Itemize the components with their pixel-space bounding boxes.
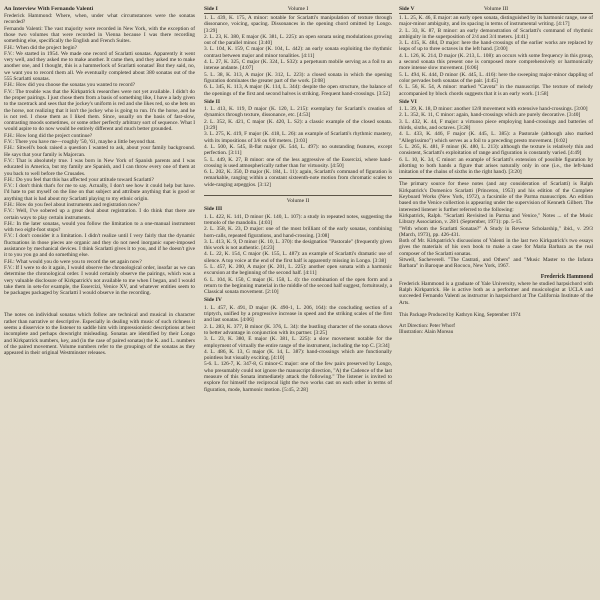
source-paragraph: Sitwell, Sacheverell. "The Castrati, and Others" and "Music Master to the Infanta Barbara" in Baroque and Rococo, New York, 1967. — [399, 256, 593, 270]
volume-1-header — [204, 6, 392, 14]
interview-paragraph: F.H.: How did you choose the sonatas you wanted to record? — [4, 82, 136, 89]
sonata-entry: 1. L. 25, K. 46, E major: an early open sonata, distinguished by its harmonic range, use of major-minor ambiguity, and its spacing in terms of instrumental writing. [4:17] — [399, 15, 593, 28]
volumes-column-2 — [399, 6, 593, 335]
sonata-entry: 2. L. 352, K. 421, C major (K. 420, L. S2): a classic example of the closed sonata. [3:29] — [204, 118, 392, 132]
interview-paragraph: F.V.: I don't think that's for me to say. Actually, I don't see how it could help but have. I'd hate to put myself on the line on that subject and attribute anything that is good or anything that is bad about my Scarlatti playing to my ethnic origin. — [4, 183, 195, 202]
sonata-entry: 2. L. 352, K. 11, C minor: again, hand-crossings which are purely decorative. [3:40] — [399, 112, 581, 119]
sonata-entry: 6. L. 202, K. 350, D major (K. 184, L. 11): again, Scarlatti's command of figuration is remarkable, ranging within a constant sixteenth-note motion from chromatic scales to wide-ranging arpeggios. [3:12] — [204, 169, 392, 188]
interview-paragraph: F.V.: If I were to do it again, I would observe the chronological order, insofar as we can determine the chronological order. I would certainly observe the pairings, which was a very valuable disclosure of Kirkpatrick's not available to me when I began, and I would take them in sets-for example, the Essercizi, Venice XV, and whatever entities seem to be packages packaged by Scarlatti I would observe in the recording. — [4, 264, 195, 297]
interview-paragraph: F.H.: What would you do were you to record the set again now? — [4, 258, 142, 265]
sources-section — [399, 181, 593, 269]
interview-paragraph: F.H.: When did the project begin? — [4, 44, 77, 51]
side-4-label: Side IV — [204, 297, 222, 304]
source-paragraph: "With whom the Scarlatti Sonatas?" A Study in Reverse Scholarship," ibid., v. 29/3 (March, 1973), pp. 426-431. — [399, 225, 593, 238]
sonata-entry: 1. L. 413, K. 119, D major (K. 120, L. 215): exemplary for Scarlatti's creation of dynamics through texture, dissonance, etc. [4:53] — [204, 106, 392, 119]
sonata-entry: 6. L. 10, K. 34, C minor: an example of Scarlatti's extension of possible figuration by allotting to both hands a figure that arises naturally only in one (i.e., the left-hand imitation of the chains of sixths in the right hand). [3:20] — [399, 156, 593, 176]
volume-2-title: Volume II — [286, 198, 310, 205]
sonata-entry: 1. L. 39, K. 18, D minor: another 12/8 movement with extensive hand-crossings. [3:00] — [399, 106, 588, 113]
interview-title: An Interview With Fernando Valenti — [4, 6, 94, 12]
volume-3-title: Volume III — [483, 6, 509, 12]
sonata-entry: 1. L. 439, K. 175, A minor: notable for Scarlatti's manipulation of texture through dissonance, voicing, spacing. Dissonances in the opening chord omitted by Longo. [3:29] — [204, 15, 392, 34]
side-5-label: Side V — [399, 6, 415, 12]
author-bio: Frederick Hammond is a graduate of Yale University, where he studied harpsichord with Ralph Kirkpatrick. He is active both as a performer and musicologist at UCLA and succeeded Fernando Valenti as instructor in harpsichord at The California Institute of the Arts. — [399, 280, 593, 306]
sonata-entry: 5. L. 457, K. 200, A major (K. 201, L. 225): another open sonata with a harmonic excursion at the beginning of the second half. [4:11] — [204, 263, 392, 277]
credit-illustration: Illustration: Alain Moreau — [399, 329, 454, 336]
sonata-entry: 4. L. 433, K. 446, F major (K. 445, L. 385): a Pastorale (although also marked "Allegrissimo") which serves as a foil to a preceding presto movement. [6:02] — [399, 131, 593, 144]
source-paragraph: Both of Mr. Kirkpatrick's discussions of Valenti in the last two Kirkpatrick's two essays gives the materials of his own book to make a case for Maria Barbara as the real composer of the Scarlatti sonatas. — [399, 238, 593, 257]
credit-art-direction: Art Direction: Peter Whorf — [399, 323, 455, 330]
sonata-entry: 3. L. 275, K. 419, F major (K. 418, L. 26): an example of Scarlatti's rhythmic mastery, with its impositions of 3/8 on 6/8 meters. [3:03] — [204, 131, 392, 144]
interview-column — [4, 6, 195, 357]
sonata-entry: 5-6. L. 126-7, K. 347-8, G minor-C major: one of the few pairs preserved by Longo, who presumably could not ignore the manuscript direction, "A) the Cadence of the last measure of this Sonata immediately attack the following." The listener is invited to explore for himself the reciprocal light the two works cast on each other in terms of figuration, mode, harmonic motion. [5:45, 2:28] — [204, 361, 392, 393]
sonata-entry: 4. L. 27, K. 325, C major (K. 324, L. S32): a perpetuum mobile serving as a foil to an intense andante. [4:07] — [204, 59, 392, 72]
source-paragraph: Kirkpatrick, Ralph. "Scarlatti Revisited in Parma and Venice," Notes ... of the Music Library Association, v. 28/1 (September, 1971): pp. 5-15. — [399, 212, 593, 226]
credit-production: This Package Produced by Kathryn King, September 1974 — [399, 312, 521, 319]
sonata-entry: 3. L. 23, K. 380, E major (K. 381, L. 225): a slow movement notable for the employment of virtually the entire range of the instrument, including the top C. [3:34] — [204, 336, 392, 349]
sonata-entry: 6. L. 56, K. 54, A minor: marked "Cavota" in the manuscript. The texture of melody accompanied by block chords suggests that it is an early work. [1:58] — [399, 84, 593, 97]
sonata-entry: 4. L. 500, K. 545, B-flat major (K. 544, L. 497): no outstanding features, except perfection. [3:11] — [204, 143, 392, 157]
volume-3-side-6-entries — [399, 106, 593, 175]
interview-paragraph: F.H.: How long did the project continue? — [4, 132, 93, 139]
sonata-entry: 3. L. 432, K. 44, F major: a virtuoso piece employing hand-crossings and batteries of thirds, sixths, and octaves. [3:28] — [399, 118, 593, 132]
interview-paragraph: F.V.: There you have me—roughly '50, '61, maybe a little beyond that. — [4, 139, 156, 146]
sonata-entry: 5. L. 494, K. 444, D minor (K. 445, L. 416): here the sweeping major-minor dappling of color pervades both sonatas of the pair. [4:45] — [399, 71, 593, 84]
sonata-entry: 1. L. 457, K. 491, D major (K. 490-1, L. 206, 164): the concluding section of a triptych, unified by a progressive increase in speed and the striking scales of the first and last sonatas. [4:06] — [204, 304, 392, 324]
sonata-entry: 6. L. 104, K. 150, C major (K. 158, L. 4): the combination of the open form and a return to the beginning material in the middle of the second half suggest, fortuitously, a Classical sonata movement. [2:10] — [204, 276, 392, 296]
volume-1-side-1-entries — [204, 15, 392, 97]
interview-paragraph: F.V.: The trouble was that the Kirkpatrick researches were not yet available. I didn't do the proper pairings. I just chose them from a basis of something like, I have a lady given to the racetrack and sees that the jockey's uniform is red and she likes red, so she bets on the horse, not realizing that it isn't the jockey who is going to run. It's the horse, and he is not red. I chose them as I liked them. Since, usually on the basis of fast-slow, contrasting moods sometimes, or some other perfectly arbitrary sort of sequence. What I would aspire to do now would be entirely different and much better grounded. — [4, 88, 195, 133]
sonata-entry: 2. L. 358, K. 23, D major: one of the most brilliant of the early sonatas, combining horn-calls, repeated figurations, and hand-crossing. [3:08] — [204, 226, 392, 239]
volumes-column-1 — [204, 6, 392, 393]
sonata-entry: 3. L. 415, K. 484, D major: here the hand-crossings of the earlier works are replaced by leaps of up to three octaves in the left hand. [3:00] — [399, 40, 593, 53]
interview-paragraph: F.V.: That is absolutely true. I was born in New York of Spanish parents and I was educated in America, but my family are Spanish, and I can throw every one of them at you back to well before the Crusades. — [4, 157, 195, 177]
source-paragraph: The primary source for these notes (and any consideration of Scarlatti) is Ralph Kirkpatrick's Domenico Scarlatti (Princeton, 1953) and his edition of the Complete Keyboard Works (New York, 1972), a facsimile of the Parma manuscripts. An edition based on the Venice collection is appearing under the supervision of Kenneth Gilbert. The interested listener is further referred to the following: — [399, 181, 593, 213]
interview-paragraph: F.H.: How do you feel about instruments and registration now? — [4, 202, 140, 208]
interview-paragraph: F.V.: Well, I've sobered up a great deal about registration. I do think that there are certain ways to play certain instruments. — [4, 208, 195, 221]
sonata-entry: 4. L. 126, K. 214, D major (K. 213, L. 108): an occurs with some frequency in this group, a second sonata this present one is composed more comprehensively or harmonically more intense slow movement. [6:06] — [399, 52, 593, 72]
interview-paragraph: Frederick Hammond: Where, when, under what circumstances were the sonatas recorded? — [4, 13, 195, 26]
volume-2-side-4-entries — [204, 305, 392, 393]
interview-paragraphs — [4, 13, 195, 296]
credits — [399, 312, 593, 335]
side-3-label: Side III — [204, 206, 223, 213]
notes-intro — [4, 312, 195, 356]
sonata-entry: 4. L. 486, K. 13, G major (K. 14, L. 387): hand-crossings which are functionally pointless but visually exciting. [4:10] — [204, 348, 392, 362]
interview-paragraph: F.H.: Sitwell's book raised a question I wanted to ask, about your family background. He says that your family is Majorcan. — [4, 145, 195, 158]
sonata-entry: 1. L. 422, K. 141, D minor (K. 140, L. 107): a study in repeated notes, suggesting the tremolo of the mandolin. [4:03] — [204, 213, 392, 226]
sonata-entry: 4. L. 22, K. 154, C major (K. 155, L. 487): an example of Scarlatti's dramatic use of silence. A top voice at the end of the first half is apparently missing in Longo. [3:38] — [204, 251, 392, 264]
interview-paragraph: F.H.: In the later sonatas, would you follow the limitation to a one-manual instrument with two eight-foot stops? — [4, 220, 195, 234]
volume-1-side-2-entries — [204, 106, 392, 188]
sonata-entry: 2. L. 23, K. 380, E major (K. 381, L. 225): an open sonata using modulations growing out of the parallel minor. [3:40] — [204, 33, 392, 47]
side-2-label: Side II — [204, 98, 221, 105]
interview-paragraph: F.H.: Do you feel that this has affected your attitude toward Scarlatti? — [4, 176, 154, 183]
sonata-entry: 2. L. 33, K. 87, B minor: an early demonstration of Scarlatti's command of rhythmic ambiguity in the superposition of 2/4 and 3/4 meters. [4:41] — [399, 27, 593, 40]
sonata-entry: 5. L. 265, K. 481, F minor (K. 480, L. 213): although the texture is relatively thin and consistent, Scarlatti's exploitation of range and figuration is constantly varied. [4:49] — [399, 143, 593, 157]
interview-paragraph: Fernando Valenti: The vast majority were recorded in New York, with the exception of those two volumes that were recorded in Vienna because I was there recording something else, specifically the English and French Suites. — [4, 25, 195, 45]
volume-3-side-5-entries — [399, 15, 593, 97]
sonata-entry: 6. L. 345, K. 113, A major (K. 114, L. 344): despite the open structure, the balance of the openings of the first and second halves is striking. Frequent hand-crossings. [3:52] — [204, 84, 392, 97]
author-name: Frederick Hammond — [540, 273, 593, 280]
side-6-label: Side VI — [399, 98, 417, 105]
side-1-label: Side I — [204, 6, 218, 12]
notes-paragraph: The notes on individual sonatas which follow are technical and musical in character rather than narrative or descriptive. Especially in dealing with music of such richness it seems a disservice to the listener to saddle him with impressionistic descriptions at best incomplete and perhaps downright misleading. Sonatas are identified by their Longo and Kirkpatrick numbers, key, and (in the case of paired sonatas) the K. and L. numbers of the paired movement. Volume numbers refer to the groupings of the sonatas as they appeared in their original Westminster releases. — [4, 312, 195, 357]
interview-paragraph: F.V.: I don't consider it a limitation. I didn't realize until I very fairly that the dynamic fluctuations in those pieces are organic and they do not need inorganic super-imposed assistance by mechanical devices. I think Scarlatti gives it to you, and if he doesn't give it to you you go and do something else. — [4, 233, 195, 259]
sonata-entry: 5. L. 38, K. 313, A major (K. 312, L. 223): a closed sonata in which the opening figuration dominates the greater part of the work. [3:08] — [204, 71, 392, 84]
sonata-entry: 3. L. 104, K. 159, C major (K. 104, L. 442): an early sonata exploiting the rhythmic contrast between major and minor tonalities. [4:11] — [204, 46, 392, 59]
volume-1-title: Volume I — [287, 6, 309, 12]
volume-3-header — [399, 6, 593, 14]
sonata-entry: 3. L. 413, K. 9, D minor (K. 10, L. 370): the designation "Pastorale" (frequently given this work is not authentic. [4:23] — [204, 238, 392, 252]
volume-2-side-3-entries — [204, 214, 392, 296]
interview-paragraph: F.V.: We started in 1954. We made one record of Scarlatti sonatas. Apparently it went very well, and they asked me to make another. It came then, and they asked me to make another one, and I thought, this is a hammerlock of Scarlatti sonatas! But they said, no, we want you to record them all. We eventually completed about 380 sonatas out of the 555 Scarlatti sonatas. — [4, 50, 195, 83]
sonata-entry: 2. L. 283, K. 377, B minor (K. 376, L. 34): the bustling character of the sonata shows to better advantage in conjunction with its partner. [3:25] — [204, 323, 392, 336]
sonata-entry: 5. L. 449, K. 27, B minor: one of the less aggressive of the Essercizi, where hand-crossing is used atmospherically rather than for virtuosity. [4:50] — [204, 156, 392, 169]
